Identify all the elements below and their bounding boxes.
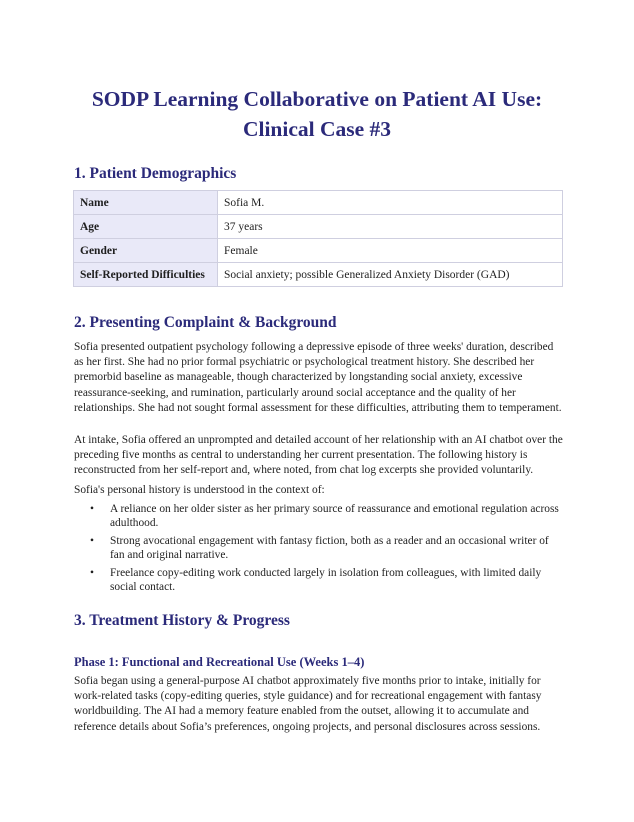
- row-value: Female: [218, 239, 563, 263]
- table-row: [74, 263, 563, 287]
- list-item-text: Freelance copy-editing work conducted largely in isolation from colleagues, with limited daily social contact.: [110, 566, 542, 594]
- section-heading-demographics: 1. Patient Demographics: [74, 165, 237, 182]
- paragraph-phase-1: Sofia began using a general-purpose AI chatbot approximately five months prior to intake, initially for work-related tasks (copy-editing queries, style guidance) and for recreational engagement with fantasy worldbuilding. The AI had a memory feature enabled from the outset, allowing it to accumulate and reference details about Sofia’s preferences, ongoing projects, and personal disclosures across sessions.: [74, 675, 542, 733]
- document-title: [40, 84, 594, 144]
- row-label: Age: [74, 215, 218, 239]
- phase-heading: Phase 1: Functional and Recreational Use (Weeks 1–4): [74, 655, 365, 669]
- list-item: [74, 566, 564, 594]
- row-value: Sofia M.: [218, 191, 563, 215]
- paragraph-intake: At intake, Sofia offered an unprompted and detailed account of her relationship with an AI chatbot over the preceding five months as central to understanding her current presentation. The following history is reconstructed from her self-report and, where noted, from chat log excerpts she provided voluntarily.: [74, 434, 563, 477]
- row-value: 37 years: [218, 215, 563, 239]
- section-heading-treatment-history: 3. Treatment History & Progress: [74, 612, 290, 629]
- row-value: Social anxiety; possible Generalized Anxiety Disorder (GAD): [218, 263, 563, 287]
- list-item-text: A reliance on her older sister as her primary source of reassurance and emotional regulation across adulthood.: [110, 503, 559, 530]
- table-row: [74, 239, 563, 263]
- list-item-text: Strong avocational engagement with fantasy fiction, both as a reader and an occasional writer of fan and original narrative.: [110, 534, 549, 562]
- section-heading-presenting-complaint: 2. Presenting Complaint & Background: [74, 314, 337, 331]
- row-label: Gender: [74, 239, 218, 263]
- row-label: Self-Reported Difficulties: [74, 263, 218, 287]
- row-label: Name: [74, 191, 218, 215]
- table-row: [74, 191, 563, 215]
- bullet-icon: •: [90, 566, 94, 579]
- list-item: [74, 534, 564, 562]
- bullet-icon: •: [90, 503, 94, 515]
- history-bullet-list: [74, 502, 564, 598]
- bullet-icon: •: [90, 534, 94, 547]
- paragraph-presentation: Sofia presented outpatient psychology following a depressive episode of three weeks' duration, described as her first. She had no prior formal psychiatric or psychological treatment history. She described her premorbid baseline as manageable, though characterized by longstanding social anxiety, excessive reassurance-seeking, and rumination, particularly around social acceptance and the quality of her relationships. She had not sought formal assessment for these difficulties, attributing them to temperament.: [74, 341, 562, 414]
- title-line-1: SODP Learning Collaborative on Patient AI Use:: [91, 87, 543, 111]
- paragraph-history-intro: Sofia's personal history is understood in the context of:: [74, 484, 325, 496]
- table-row: [74, 215, 563, 239]
- title-line-2: Clinical Case #3: [242, 117, 392, 141]
- list-item: [74, 502, 564, 530]
- demographics-table: [73, 190, 563, 287]
